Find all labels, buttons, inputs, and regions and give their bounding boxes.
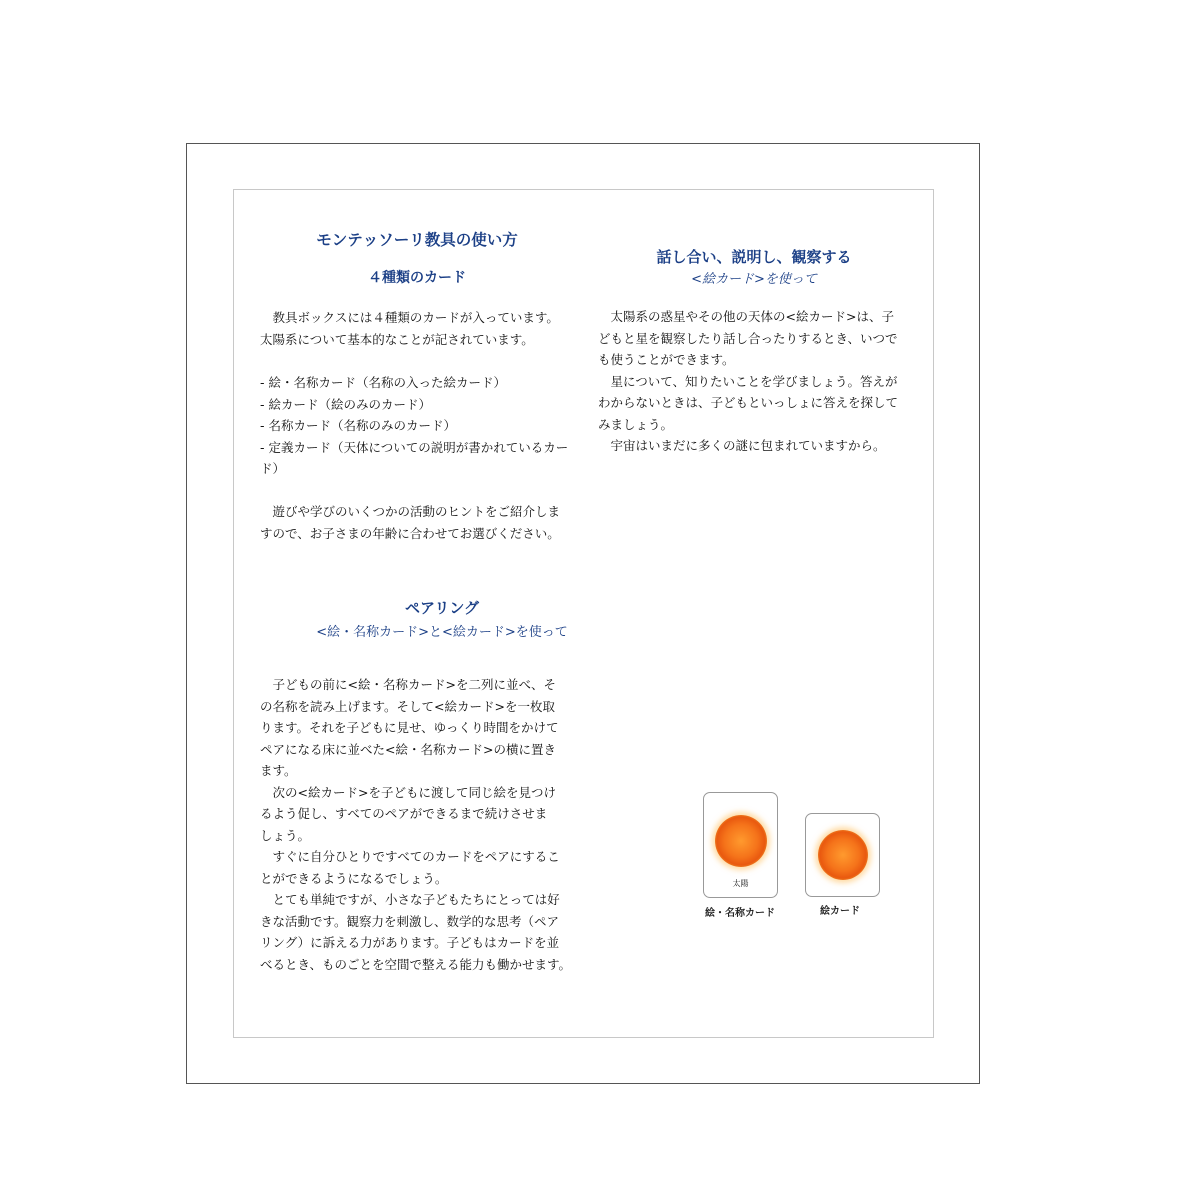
list-item: ド） xyxy=(260,461,286,476)
pairing-line: るよう促し、すべてのペアができるまで続けさせま xyxy=(260,806,548,821)
pairing-line: リング）に訴える力があります。子どもはカードを並 xyxy=(260,935,560,950)
pairing-line: きな活動です。観察力を刺激し、数学的な思考（ペア xyxy=(260,913,560,929)
pairing-line: ます。 xyxy=(260,763,297,778)
list-item: - 絵カード（絵のみのカード） xyxy=(260,396,431,412)
intro-line: 太陽系について基本的なことが記されています。 xyxy=(260,331,534,347)
picture-name-card xyxy=(703,792,778,898)
closing-line: すので、お子さまの年齢に合わせてお選びください。 xyxy=(260,525,560,541)
pairing-line: とができるようになるでしょう。 xyxy=(260,870,448,886)
discuss-line: みましょう。 xyxy=(598,416,674,432)
intro-line: 教具ボックスには４種類のカードが入っています。 xyxy=(260,310,559,325)
section-subtitle-cards: ４種類のカード xyxy=(368,270,466,286)
sun-image xyxy=(715,815,767,867)
discuss-line: 星について、知りたいことを学びましょう。答えが xyxy=(598,373,898,389)
section-subtitle-pairing: <絵・名称カード>と<絵カード>を使って xyxy=(316,625,568,640)
discuss-paragraph xyxy=(598,306,898,457)
caption-picture-name-card: 絵・名称カード xyxy=(705,908,775,919)
discuss-line: も使うことができます。 xyxy=(598,352,735,367)
list-item: - 名称カード（名称のみのカード） xyxy=(260,418,456,433)
card-type-list xyxy=(260,372,568,480)
discuss-line: 太陽系の惑星やその他の天体の<絵カード>は、子 xyxy=(598,309,894,324)
pairing-line: ります。それを子どもに見せ、ゆっくり時間をかけて xyxy=(260,720,559,735)
section-title-discuss: 話し合い、説明し、観察する xyxy=(656,248,852,266)
pairing-line: すぐに自分ひとりですべてのカードをペアにするこ xyxy=(260,849,560,864)
pairing-paragraph xyxy=(260,674,593,994)
sun-image xyxy=(818,830,868,880)
section-subtitle-discuss: <絵カード>を使って xyxy=(691,272,817,287)
page-title: モンテッソーリ教具の使い方 xyxy=(316,231,518,249)
card-name-label: 太陽 xyxy=(732,879,749,888)
list-item: - 絵・名称カード（名称の入った絵カード） xyxy=(260,375,506,390)
pairing-line: 次の<絵カード>を子どもに渡して同じ絵を見つけ xyxy=(260,784,556,800)
discuss-line: 宇宙はいまだに多くの謎に包まれていますから。 xyxy=(598,438,886,453)
discuss-line: どもと星を観察したり話し合ったりするとき、いつで xyxy=(598,330,898,346)
pairing-line: べるとき、ものごとを空間で整える能力も働かせます。 xyxy=(260,956,572,972)
closing-line: 遊びや学びのいくつかの活動のヒントをご紹介しま xyxy=(260,504,561,519)
closing-paragraph xyxy=(260,501,560,544)
discuss-line: わからないときは、子どもといっしょに答えを探して xyxy=(598,395,899,410)
pairing-line: とても単純ですが、小さな子どもたちにとっては好 xyxy=(260,892,560,907)
caption-picture-card: 絵カード xyxy=(820,906,860,917)
pairing-line: 子どもの前に<絵・名称カード>を二列に並べ、そ xyxy=(260,677,556,692)
list-item: - 定義カード（天体についての説明が書かれているカー xyxy=(260,439,569,455)
intro-paragraph xyxy=(260,307,559,350)
section-title-pairing: ペアリング xyxy=(404,599,480,617)
pairing-line: ペアになる床に並べた<絵・名称カード>の横に置き xyxy=(260,741,556,757)
pairing-line: しょう。 xyxy=(260,827,311,843)
picture-card xyxy=(805,813,880,897)
pairing-line: の名称を読み上げます。そして<絵カード>を一枚取 xyxy=(260,698,555,714)
